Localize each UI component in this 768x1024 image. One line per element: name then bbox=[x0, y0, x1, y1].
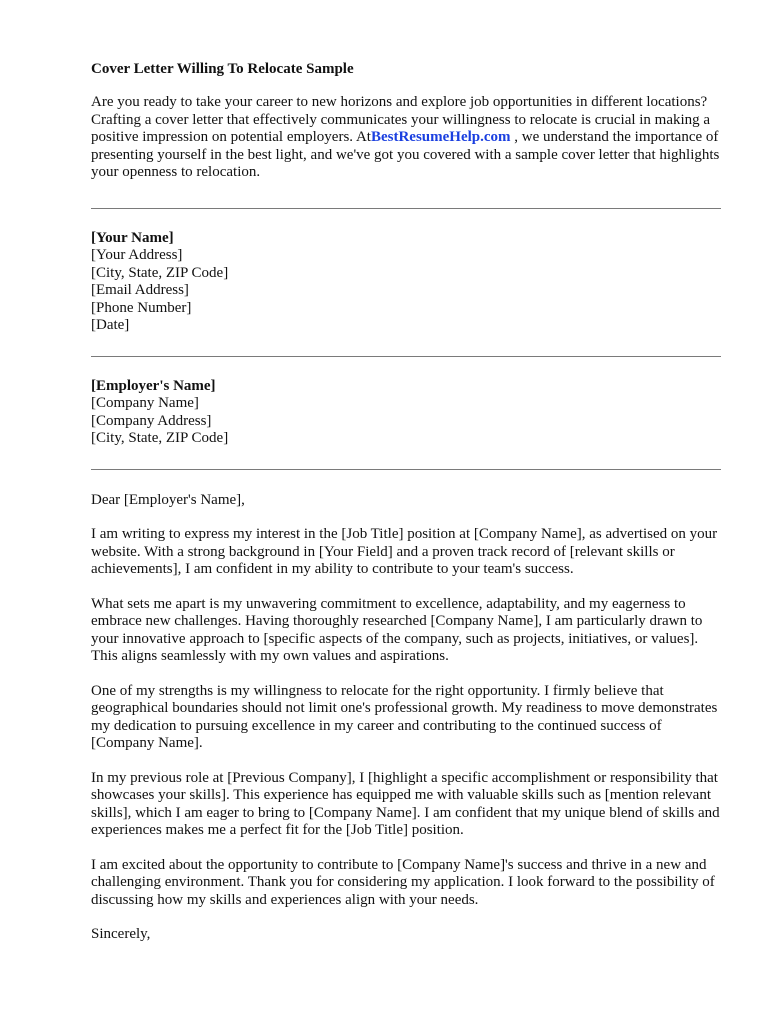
divider-1 bbox=[91, 208, 721, 209]
sender-date: [Date] bbox=[91, 317, 130, 333]
sender-city: [City, State, ZIP Code] bbox=[91, 264, 229, 281]
sender-phone: [Phone Number] bbox=[91, 299, 192, 316]
bestresumehelp-link[interactable]: BestResumeHelp.com bbox=[370, 129, 511, 145]
recipient-name: [Employer's Name] bbox=[91, 377, 216, 394]
document-content bbox=[91, 60, 721, 944]
salutation: Dear [Employer's Name], bbox=[91, 491, 245, 508]
body-paragraph-5: I am excited about the opportunity to contribute to [Company Name]'s success and thrive in a new and challenging environment. Thank you for considering my application. I look forward to the possibility of discussing how my skills and experiences align with your needs. bbox=[91, 856, 715, 908]
body-paragraph-3: One of my strengths is my willingness to relocate for the right opportunity. I firmly believe that geographical boundaries should not limit one's professional growth. My readiness to move demonstrates my dedication to pursuing excellence in my career and contributing to the continued success of [Company Name]. bbox=[91, 682, 718, 751]
intro-text-before-link: Are you ready to take your career to new horizons and explore job opportunities in different locations? Crafting a cover letter that effectively communicates your willingness to relocate is crucial in making a positive impression on potential employers. At bbox=[91, 94, 711, 145]
divider-2 bbox=[91, 356, 721, 357]
recipient-company: [Company Name] bbox=[91, 395, 199, 411]
sender-name: [Your Name] bbox=[91, 229, 174, 246]
recipient-city: [City, State, ZIP Code] bbox=[91, 430, 229, 446]
sender-block bbox=[91, 230, 721, 335]
sender-email: [Email Address] bbox=[91, 282, 189, 298]
body-paragraph-4: In my previous role at [Previous Company], I [highlight a specific accomplishment or responsibility that showcases your skills]. This experience has equipped me with valuable skills such as [mention relevant skills], which I am eager to bring to [Company Name]. I am confident that my unique blend of skills and experiences makes me a perfect fit for the [Job Title] position. bbox=[91, 769, 720, 838]
body-paragraph-2: What sets me apart is my unwavering commitment to excellence, adaptability, and my eagerness to embrace new challenges. Having thoroughly researched [Company Name], I am particularly drawn to your innovative approach to [specific aspects of the company, such as projects, initiatives, or values]. This aligns seamlessly with my own values and aspirations. bbox=[91, 595, 703, 664]
body-paragraph-1: I am writing to express my interest in the [Job Title] position at [Company Name], as advertised on your website. With a strong background in [Your Field] and a proven track record of [relevant skills or achievements], I am confident in my ability to contribute to your team's success. bbox=[91, 526, 718, 577]
document-title: Cover Letter Willing To Relocate Sample bbox=[91, 61, 354, 77]
recipient-address: [Company Address] bbox=[91, 412, 212, 429]
closing: Sincerely, bbox=[91, 926, 151, 942]
divider-3 bbox=[91, 469, 721, 470]
sender-address: [Your Address] bbox=[91, 247, 183, 263]
intro-paragraph bbox=[91, 94, 721, 182]
recipient-block bbox=[91, 378, 721, 448]
intro-text-after-link: , we understand the importance of presenting yourself in the best light, and we've got you covered with a sample cover letter that highlights your openness to relocation. bbox=[91, 129, 720, 180]
